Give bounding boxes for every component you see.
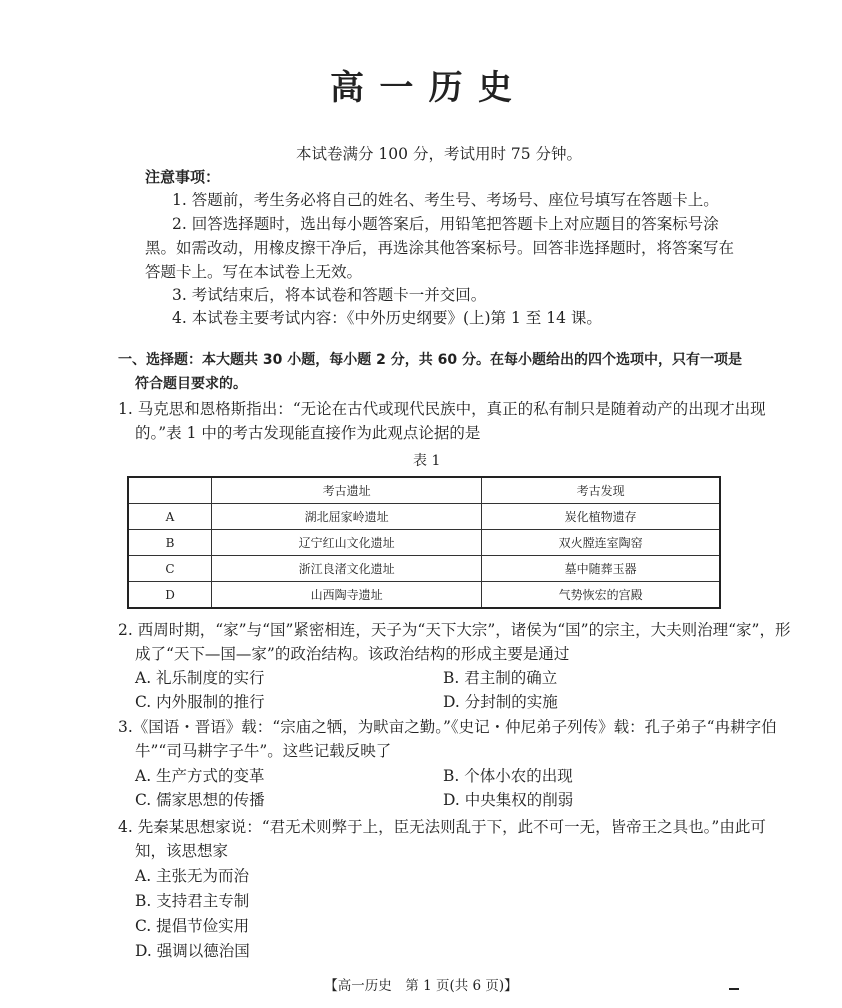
notice-line: 答题卡上。写在本试卷上无效。 bbox=[145, 263, 363, 281]
table-row bbox=[128, 582, 720, 609]
table-cell: A bbox=[128, 504, 212, 530]
notice-heading: 注意事项： bbox=[145, 168, 221, 186]
table-row bbox=[128, 504, 720, 530]
notice-line: 1. 答题前，考生务必将自己的姓名、考生号、考场号、座位号填写在答题卡上。 bbox=[172, 191, 719, 209]
exam-info: 本试卷满分 100 分，考试用时 75 分钟。 bbox=[296, 145, 583, 163]
archaeology-table bbox=[127, 476, 721, 609]
page-footer: 【高一历史 第 1 页(共 6 页)】 bbox=[324, 978, 518, 994]
page-title: 高一历史 bbox=[330, 68, 528, 108]
option-d: D. 分封制的实施 bbox=[443, 693, 558, 711]
option-b: B. 个体小农的出现 bbox=[443, 767, 573, 785]
option-c: C. 儒家思想的传播 bbox=[135, 791, 265, 809]
table-cell: 辽宁红山文化遗址 bbox=[212, 530, 482, 556]
table-cell: 山西陶寺遗址 bbox=[212, 582, 482, 609]
notice-line: 4. 本试卷主要考试内容：《中外历史纲要》(上)第 1 至 14 课。 bbox=[172, 309, 602, 327]
table-cell: 气势恢宏的宫殿 bbox=[482, 582, 720, 609]
notice-line: 黑。如需改动，用橡皮擦干净后，再选涂其他答案标号。回答非选择题时，将答案写在 bbox=[145, 239, 735, 257]
question-4-stem-cont: 知，该思想家 bbox=[135, 842, 229, 860]
table-caption: 表 1 bbox=[413, 453, 441, 469]
section-heading: 一、选择题：本大题共 30 小题，每小题 2 分，共 60 分。在每小题给出的四个选项中，只有一项是 bbox=[118, 352, 742, 368]
table-header-cell: 考古发现 bbox=[482, 477, 720, 504]
question-2-stem: 2. 西周时期，“家”与“国”紧密相连，天子为“天下大宗”，诸侯为“国”的宗主，大夫则治理“家”，形 bbox=[118, 621, 791, 639]
option-b: B. 君主制的确立 bbox=[443, 669, 558, 687]
table-cell: 浙江良渚文化遗址 bbox=[212, 556, 482, 582]
option-c: C. 提倡节俭实用 bbox=[135, 917, 250, 935]
table-cell: 双火膛连室陶窑 bbox=[482, 530, 720, 556]
table-header-row bbox=[128, 477, 720, 504]
option-a: A. 生产方式的变革 bbox=[135, 767, 265, 785]
question-4-stem: 4. 先秦某思想家说：“君无术则弊于上，臣无法则乱于下，此不可一无，皆帝王之具也。”由此可 bbox=[118, 818, 766, 836]
question-1-stem: 1. 马克思和恩格斯指出：“无论在古代或现代民族中，真正的私有制只是随着动产的出现才出现 bbox=[118, 400, 766, 418]
question-3-stem: 3.《国语・晋语》载：“宗庙之牺，为畎亩之勤。”《史记・仲尼弟子列传》载：孔子弟子“冉耕字伯 bbox=[118, 718, 777, 736]
notice-line: 3. 考试结束后，将本试卷和答题卡一并交回。 bbox=[172, 286, 487, 304]
table-cell: 炭化植物遗存 bbox=[482, 504, 720, 530]
table-row bbox=[128, 556, 720, 582]
option-d: D. 中央集权的削弱 bbox=[443, 791, 574, 809]
option-d: D. 强调以德治国 bbox=[135, 942, 250, 960]
option-c: C. 内外服制的推行 bbox=[135, 693, 265, 711]
notice-line: 2. 回答选择题时，选出每小题答案后，用铅笔把答题卡上对应题目的答案标号涂 bbox=[172, 215, 719, 233]
question-3-stem-cont: 牛”“司马耕字子牛”。这些记载反映了 bbox=[135, 742, 392, 760]
question-2-stem-cont: 成了“天下—国—家”的政治结构。该政治结构的形成主要是通过 bbox=[135, 645, 570, 663]
question-1-stem-cont: 的。”表 1 中的考古发现能直接作为此观点论据的是 bbox=[135, 424, 481, 442]
table-cell: 湖北屈家岭遗址 bbox=[212, 504, 482, 530]
table-header-cell bbox=[128, 477, 212, 504]
table-row bbox=[128, 530, 720, 556]
footer-mark bbox=[729, 988, 739, 990]
option-a: A. 礼乐制度的实行 bbox=[135, 669, 265, 687]
table-cell: B bbox=[128, 530, 212, 556]
section-heading-cont: 符合题目要求的。 bbox=[135, 376, 247, 392]
table-header-cell: 考古遗址 bbox=[212, 477, 482, 504]
option-b: B. 支持君主专制 bbox=[135, 892, 250, 910]
option-a: A. 主张无为而治 bbox=[135, 867, 250, 885]
table-cell: 墓中随葬玉器 bbox=[482, 556, 720, 582]
table-cell: C bbox=[128, 556, 212, 582]
table-cell: D bbox=[128, 582, 212, 609]
